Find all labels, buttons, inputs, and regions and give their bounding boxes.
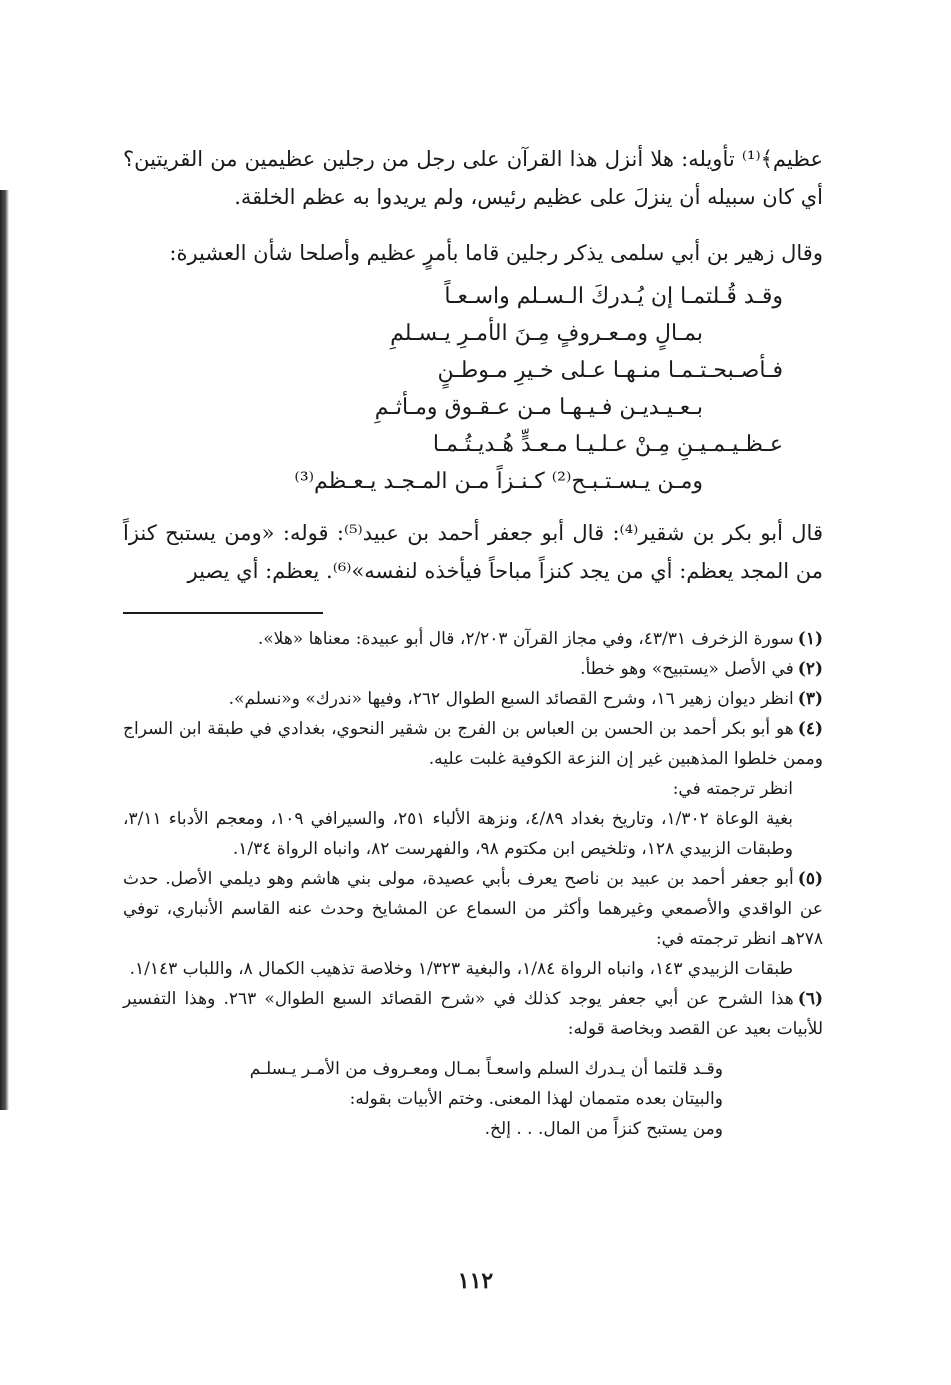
- footnote-number: (٦): [797, 989, 823, 1009]
- quoted-verse: وقـد قلتما أن يـدرك السلم واسعـاً بمـال ومعـروف من الأمـر يـسلـم: [249, 1059, 723, 1079]
- footnote-number: (٤): [797, 719, 823, 739]
- footnote-number: (٥): [797, 869, 823, 889]
- footnote-4-see: انظر ترجمته في:: [672, 779, 793, 799]
- poem-line: وقـد قُـلتمـا إن يُـدركَ الـسـلم واسـعـاً: [444, 284, 783, 309]
- paragraph-1: عظيم﴾⁽¹⁾ تأويله: هلا أنزل هذا القرآن على رجل من رجلين عظيمين من القريتين؟ أي كان سبيله أن ينزلَ على عظيم رئيس، ولم يريدوا به عظم الخلقة.: [123, 147, 823, 209]
- footnote-1: [123, 624, 823, 654]
- footnote-number: (٢): [797, 659, 823, 679]
- binding-edge: [0, 190, 9, 1110]
- body-text-continued: [123, 514, 823, 590]
- footnote-4-references: بغية الوعاة ١/٣٠٢، وتاريخ بغداد ٤/٨٩، ونزهة الألباء ٢٥١، والسيرافي ١٠٩، ومعجم الأدباء ٣/١١، وطبقات الزبيدي ١٢٨، وتلخيص ابن مكتوم ٩٨، والفهرست ٨٢، وانباه الرواة ١/٣٤.: [123, 809, 793, 859]
- body-text: [123, 140, 823, 272]
- paragraph-2: وقال زهير بن أبي سلمى يذكر رجلين قاما بأمرٍ عظيم وأصلحا شأن العشيرة:: [169, 241, 823, 265]
- poem-line: عـظـيـمـيـنِ مِـنْ عـلـيـا مـعـدٍّ هُـديـتُـمـا: [432, 432, 783, 457]
- paragraph-3: قال أبو بكر بن شقير⁽⁴⁾: قال أبو جعفر أحمد بن عبيد⁽⁵⁾: قوله: «ومن يستبح كنزاً من المجد يعظم: أي من يجد كنزاً مباحاً فيأخذه لنفسه»⁽⁶⁾. يعظم: أي يصير: [123, 521, 823, 583]
- footnote-text: أبو جعفر أحمد بن عبيد بن ناصح يعرف بأبي عصيدة، مولى بني هاشم وهو ديلمي الأصل. حدث عن الواقدي والأصمعي وغيرهما وأكثر من السماع عن المشايخ وحدث عنه القاسم الأنباري، توفي ٢٧٨هـ انظر ترجمته في:: [123, 869, 823, 949]
- page-content: [123, 140, 823, 1144]
- footnote-5: [123, 864, 823, 954]
- poem: [123, 278, 783, 500]
- footnote-number: (٣): [797, 689, 823, 709]
- footnotes: [123, 624, 823, 1144]
- footnote-2: [123, 654, 823, 684]
- footnote-text: هو أبو بكر أحمد بن الحسن بن العباس بن الفرج بن شقير النحوي، بغدادي في طبقة ابن السراج وممن خلطوا المذهبين غير إن النزعة الكوفية غلبت عليه.: [123, 719, 823, 769]
- footnote-divider: [123, 612, 323, 614]
- footnote-6: [123, 984, 823, 1044]
- poem-line: بمـالٍ ومـعـروفٍ مِـنَ الأمـرِ يـسـلمِ: [390, 321, 703, 346]
- poem-line: فـأصـبحـتـمـا منـهـا عـلى خـيرِ مـوطـنٍ: [437, 358, 783, 383]
- footnote-text: في الأصل «يستبيح» وهو خطأ.: [580, 659, 794, 679]
- poem-line: بـعـيـديـن فـيـهـا مـن عـقـوق ومـأثـمِ: [374, 395, 703, 420]
- footnote-text: هذا الشرح عن أبي جعفر يوجد كذلك في «شرح القصائد السبع الطوال» ٢٦٣. وهذا التفسير للأبيات بعيد عن القصد وبخاصة قوله:: [123, 989, 823, 1039]
- footnote-4: [123, 714, 823, 774]
- quote-line: والبيتان بعده متممان لهذا المعنى. وختم الأبيات بقوله:: [349, 1089, 723, 1109]
- page-number: ١١٢: [457, 1268, 494, 1294]
- footnote-text: سورة الزخرف ٤٣/٣١، وفي مجاز القرآن ٢/٢٠٣، قال أبو عبيدة: معناها «هلا».: [257, 629, 794, 649]
- footnote-text: انظر ديوان زهير ١٦، وشرح القصائد السبع الطوال ٢٦٢، وفيها «ندرك» و«نسلم».: [228, 689, 794, 709]
- footnote-3: [123, 684, 823, 714]
- footnote-5-references: طبقات الزبيدي ١٤٣، وانباه الرواة ١/٨٤، والبغية ١/٣٢٣ وخلاصة تذهيب الكمال ٨، واللباب ١/١٤٣.: [129, 959, 793, 979]
- quote-line: ومن يستبح كنزاً من المال. . . إلخ.: [484, 1119, 723, 1139]
- footnote-number: (١): [797, 629, 823, 649]
- poem-line: ومـن يـسـتـبـح⁽²⁾ كـنـزاً مـن المـجـد يـعـظم⁽³⁾: [294, 469, 703, 494]
- footnote-6-quote: [123, 1054, 823, 1144]
